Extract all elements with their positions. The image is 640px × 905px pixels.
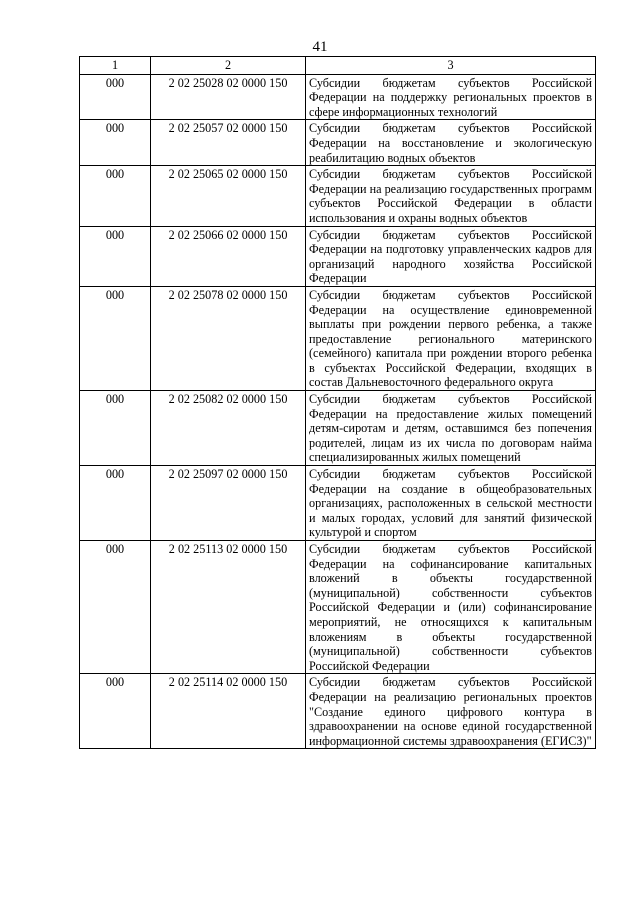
kbk-code-cell: 2 02 25078 02 0000 150 <box>151 286 306 390</box>
page-number: 41 <box>312 39 328 55</box>
kbk-code-cell: 2 02 25066 02 0000 150 <box>151 226 306 286</box>
kbk-code-cell: 2 02 25065 02 0000 150 <box>151 166 306 226</box>
table-row <box>80 120 596 166</box>
admin-code-cell: 000 <box>80 74 151 120</box>
revenue-name-cell: Субсидии бюджетам субъектов Российской Федерации на подготовку управленческих кадров для организаций народного хозяйства Российской Федерации <box>306 226 596 286</box>
table-row <box>80 226 596 286</box>
admin-code-cell: 000 <box>80 286 151 390</box>
revenue-name-cell: Субсидии бюджетам субъектов Российской Федерации на предоставление жилых помещений детям-сиротам и детям, оставшимся без попечения родителей, лицам из их числа по договорам найма специализированных жилых помещений <box>306 391 596 466</box>
kbk-code-cell: 2 02 25057 02 0000 150 <box>151 120 306 166</box>
admin-code-cell: 000 <box>80 674 151 749</box>
kbk-code-cell: 2 02 25114 02 0000 150 <box>151 674 306 749</box>
column-header-3: 3 <box>306 57 596 75</box>
admin-code-cell: 000 <box>80 120 151 166</box>
table-row <box>80 541 596 674</box>
revenue-name-cell: Субсидии бюджетам субъектов Российской Федерации на осуществление единовременной выплаты при рождении первого ребенка, а также предоставление регионального материнского (семейного) капитала при рождении второго ребенка в субъектах Российской Федерации, входящих в состав Дальневосточного федерального округа <box>306 286 596 390</box>
table-row <box>80 74 596 120</box>
table-row <box>80 166 596 226</box>
revenue-name-cell: Субсидии бюджетам субъектов Российской Федерации на реализацию государственных программ субъектов Российской Федерации в области использования и охраны водных объектов <box>306 166 596 226</box>
budget-classification-table <box>79 56 596 749</box>
revenue-name-cell: Субсидии бюджетам субъектов Российской Федерации на реализацию региональных проектов "Создание единого цифрового контура в здравоохранении на основе единой государственной информационной системы здравоохранения (ЕГИСЗ)" <box>306 674 596 749</box>
admin-code-cell: 000 <box>80 466 151 541</box>
admin-code-cell: 000 <box>80 166 151 226</box>
table-header-row <box>80 57 596 75</box>
table-row <box>80 466 596 541</box>
column-header-1: 1 <box>80 57 151 75</box>
revenue-name-cell: Субсидии бюджетам субъектов Российской Федерации на софинансирование капитальных вложений в объекты государственной (муниципальной) собственности субъектов Российской Федерации и (или) софинансирование мероприятий, не относящихся к капитальным вложениям в объекты государственной (муниципальной) собственности субъектов Российской Федерации <box>306 541 596 674</box>
kbk-code-cell: 2 02 25028 02 0000 150 <box>151 74 306 120</box>
revenue-name-cell: Субсидии бюджетам субъектов Российской Федерации на восстановление и экологическую реабилитацию водных объектов <box>306 120 596 166</box>
admin-code-cell: 000 <box>80 226 151 286</box>
column-header-2: 2 <box>151 57 306 75</box>
table-row <box>80 674 596 749</box>
revenue-name-cell: Субсидии бюджетам субъектов Российской Федерации на поддержку региональных проектов в сфере информационных технологий <box>306 74 596 120</box>
admin-code-cell: 000 <box>80 541 151 674</box>
kbk-code-cell: 2 02 25113 02 0000 150 <box>151 541 306 674</box>
admin-code-cell: 000 <box>80 391 151 466</box>
kbk-code-cell: 2 02 25097 02 0000 150 <box>151 466 306 541</box>
kbk-code-cell: 2 02 25082 02 0000 150 <box>151 391 306 466</box>
revenue-name-cell: Субсидии бюджетам субъектов Российской Федерации на создание в общеобразовательных организациях, расположенных в сельской местности и малых городах, условий для занятий физической культурой и спортом <box>306 466 596 541</box>
table-row <box>80 391 596 466</box>
table-row <box>80 286 596 390</box>
